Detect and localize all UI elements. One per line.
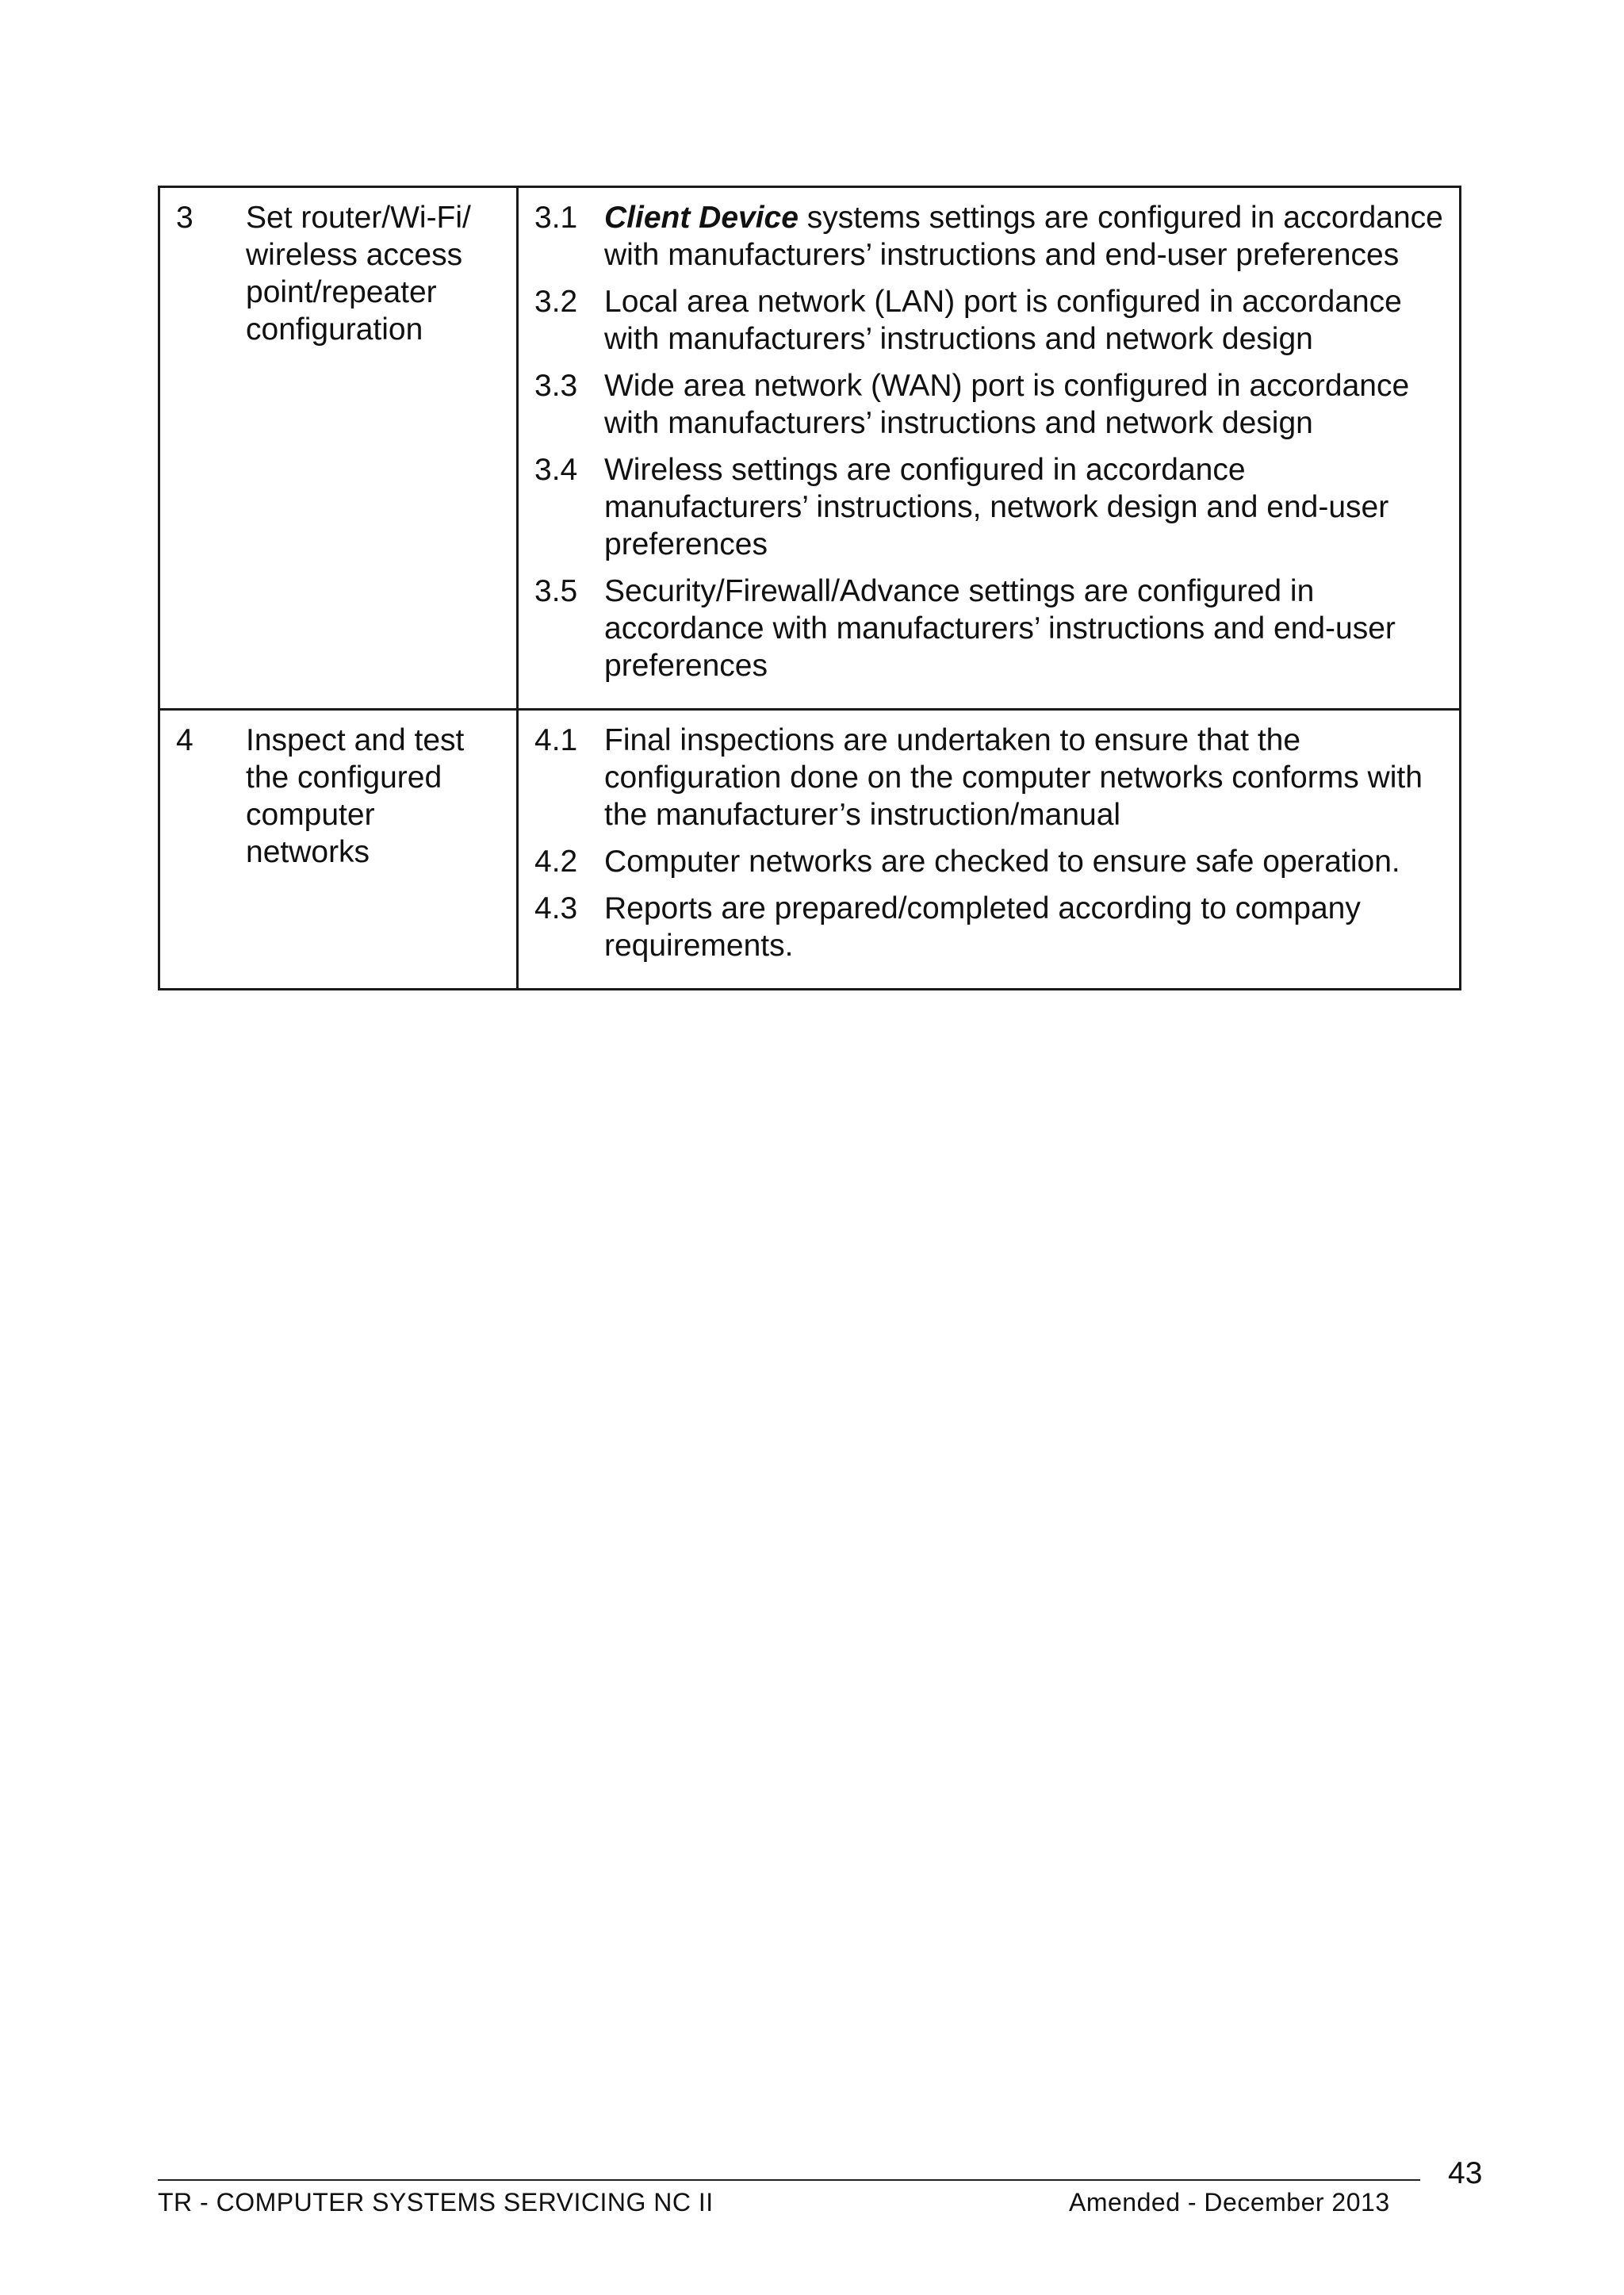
criterion-item <box>534 573 1443 684</box>
element-number: 4 <box>176 723 193 757</box>
criterion-number: 3.2 <box>534 285 578 319</box>
criterion-text <box>604 199 1443 274</box>
criterion-item <box>534 199 1443 274</box>
criterion-item <box>534 890 1443 964</box>
criterion-body: Wireless settings are configured in accordance manufacturers’ instructions, network design and end-user preferences <box>604 453 1389 561</box>
criterion-body: Reports are prepared/completed according to company requirements. <box>604 891 1361 963</box>
criterion-item <box>534 283 1443 358</box>
footer-divider <box>158 2179 1420 2181</box>
criterion-number: 4.1 <box>534 723 578 757</box>
criterion-item <box>534 367 1443 442</box>
criterion-number: 4.3 <box>534 891 578 925</box>
footer-document-title: TR - COMPUTER SYSTEMS SERVICING NC II <box>158 2188 714 2216</box>
element-title: Set router/Wi-Fi/ wireless access point/repeater configuration <box>246 201 471 347</box>
unit-element-cell <box>159 710 518 990</box>
criterion-body: systems settings are configured in accordance with manufacturers’ instructions and end-user preferences <box>604 201 1443 272</box>
element-number: 3 <box>176 201 193 235</box>
criterion-number: 3.4 <box>534 453 578 487</box>
criterion-item <box>534 843 1443 880</box>
criterion-item <box>534 722 1443 833</box>
table-row <box>159 710 1461 990</box>
criterion-body: Security/Firewall/Advance settings are configured in accordance with manufacturers’ instructions and end-user preferences <box>604 574 1396 683</box>
page-number: 43 <box>1448 2156 1483 2190</box>
criterion-number: 3.5 <box>534 574 578 608</box>
performance-criteria-cell <box>518 710 1461 990</box>
criterion-body: Wide area network (WAN) port is configured in accordance with manufacturers’ instructions and network design <box>604 369 1410 440</box>
criterion-item <box>534 451 1443 563</box>
criterion-body: Final inspections are undertaken to ensure that the configuration done on the computer networks conforms with the manufacturer’s instruction/manual <box>604 723 1423 832</box>
element-title: Inspect and test the configured computer networks <box>246 723 465 869</box>
criterion-emphasis: Client Device <box>604 201 799 235</box>
performance-criteria-cell <box>518 187 1461 710</box>
criterion-body: Computer networks are checked to ensure safe operation. <box>604 845 1400 879</box>
competency-table <box>158 186 1461 990</box>
table-row <box>159 187 1461 710</box>
footer-amended-date: Amended - December 2013 <box>1069 2188 1390 2216</box>
criterion-number: 3.3 <box>534 369 578 403</box>
unit-element-cell <box>159 187 518 710</box>
criterion-body: Local area network (LAN) port is configured in accordance with manufacturers’ instructions and network design <box>604 285 1402 356</box>
criterion-number: 3.1 <box>534 201 578 235</box>
criterion-number: 4.2 <box>534 845 578 879</box>
